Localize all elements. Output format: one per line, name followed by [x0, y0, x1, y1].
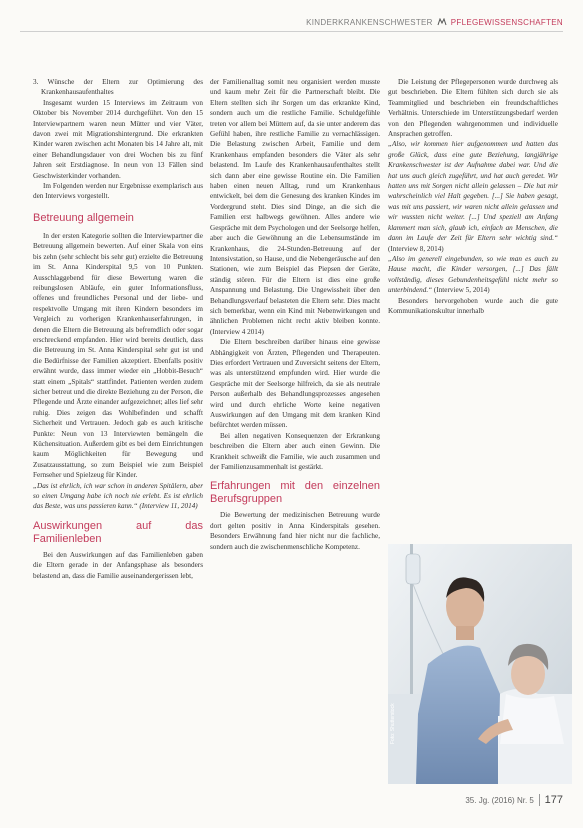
column-3	[388, 77, 558, 316]
quote-text: „Also, wir kommen hier aufgenommen und hatten das große Glück, dass eine gute Beziehung, langjährige Krankenschwester ist der Aufnahme dabei war. Und die hat uns auch gleich zugeführt, und hat auch geredet. Wir hatten uns mit Sorgen nicht allein gelassen – Die hat mir wahrscheinlich viel Halt gegeben. [...] Sie haben gesagt, was mit uns passiert, wir waren nicht allein gelassen und wir wussten nicht weiter. [...] Und speziell am Anfang klammert man sich, glaub ich, einfach an Menschen, die dann im Laufe der Zeit für Eltern sehr wichtig sind.“	[388, 140, 558, 243]
section-heading: Betreuung allgemein	[33, 211, 134, 224]
list-item: 3. Wünsche der Eltern zur Optimierung des Krankenhausaufenthaltes	[33, 78, 203, 97]
paragraph: Bei allen negativen Konsequenzen der Erkrankung beschreiben die Eltern aber auch einen Gewinn. Die Krankheit schweißt die Familie, wie auch zusammen und der Familienzusammenhalt ist gestärkt.	[210, 431, 380, 472]
paragraph: Insgesamt wurden 15 Interviews im Zeitraum von Oktober bis November 2014 durchgeführt. Von den 15 Interviewpartnern waren neun Mütter und vier Väter, davon zwei mit Migrationshintergrund. Die erkrankten Kinder waren zwischen acht Monaten bis 14 Jahre alt, mit einer Behandlungsdauer von drei Wochen bis zu fünf Jahren seit Erstdiagnose. In neun von 13 Fällen sind Geschwisterkinder vorhanden.	[33, 98, 203, 180]
section-name: PFLEGEWISSENSCHAFTEN	[450, 17, 563, 27]
header-divider	[20, 31, 563, 32]
paragraph: Besonders hervorgehoben wurde auch die gute Kommunikationskultur innerhalb	[388, 296, 558, 315]
quote	[388, 254, 558, 296]
quote-text: „Das ist ehrlich, ich war schon in anderen Spitälern, aber so einen Umgang habe ich noch nie erlebt. Es ist ehrlich das Beste, was uns passieren kann.“ (Interview 11, 2014)	[33, 481, 203, 511]
paragraph: In der ersten Kategorie sollten die Interviewpartner die Betreuung allgemein bewerten. Auf einer Skala von eins bis zehn (sehr schlecht bis sehr gut) erzielte die Betreuung im St. Anna Kinderspital 9,5 von 10 Punkten. Ausschlaggebend für diese Bewertung waren die reibungslosen Abläufe, ein guter Informationsfluss, offenes und freundliches Personal und der liebe- und respektvolle Umgang mit ihren Kindern besonders im Vergleich zu vorherigen Krankenhauserfahrungen, in denen die Eltern die Betreuung als befremdlich oder sogar erschreckend empfanden. Hier wird bereits deutlich, dass die Betreuung im St. Anna Kinderspital sehr gut ist und die Bedürfnisse der Familien akzeptiert. Ebenfalls positiv erwähnt wurde, dass immer wieder ein „Hobbit-Besuch“ statt einem „Spitals“ stattfindet. Patienten werden zudem sicher betreut und die direkte Beziehung zu der Person, die Pflegende und Ärzte einander aufgezeichnet; alles lief sehr ruhig. Dies zeigen das Wohlbefinden und schafft Sicherheit und Vertrauen. Jedoch gab es auch kritische Punkte: Neun von 13 Interviewten bemängeln die Küchensituation. Außerdem gibt es bei dem Einrichtungen kaum Möglichkeiten für Bewegung und Zusatzausstattung, so zum Beispiel wie zum Beispiel Fernseher und Spielzeug für Kinder.	[33, 231, 203, 480]
issue-info: 35. Jg. (2016) Nr. 5	[465, 795, 534, 805]
journal-name: KINDERKRANKENSCHWESTER	[306, 17, 433, 27]
article-photo	[388, 544, 572, 784]
hospital-scene-image	[388, 544, 572, 784]
quote-text: „Also im generell eingebunden, so wie man es auch zu Hause macht, die Kinder versorgen, [...] Das fällt vollständig, dieses Gebundenheitsgefühl nicht mehr so unterbindend.“	[388, 254, 558, 295]
page-number: 177	[544, 794, 563, 806]
footer-divider	[539, 794, 540, 806]
running-header	[300, 14, 563, 30]
quote-citation: (Interview 8, 2014)	[388, 244, 444, 253]
paragraph: Die Bewertung der medizinischen Betreuung wurde dort gelten positiv in Anna Kinderspitals gesehen. Besonders Erwähnung fand hier nicht nur die fachliche, sondern auch die zwischenmenschliche Kompetenz.	[210, 511, 380, 551]
page-footer	[465, 794, 563, 806]
paragraph: Bei den Auswirkungen auf das Familienleben gaben die Eltern gerade in der Anfangsphase als besonders belastend an, dass die Familie auseinandergerissen lebt,	[33, 550, 203, 580]
paragraph: Die Leistung der Pflegepersonen wurde durchweg als gut beschrieben. Die Eltern fühlten sich durch sie als Teammitglied und beschrieben ein freundschaftliches Verhältnis. Unterschiede im Unterstützungsbedarf werden von den Pflegenden wahrgenommen und individuelle Ansprachen getroffen.	[388, 78, 558, 139]
photo-credit: Foto: Shutterstock	[390, 703, 396, 744]
paragraph: Die Eltern beschreiben darüber hinaus eine gewisse Abhängigkeit von Ärzten, Pflegenden und Therapeuten. Dies erfordert Vertrauen und Zuversicht seitens der Eltern, was als unterstützend empfunden wird. Hier wurde die Gespräche mit der Seelsorge hilfreich, da sie als neutrale Person außerhalb des Behandlungsprozesses angesehen wird und durch ehrliche Worte keine negativen Auswirkungen auf den Umgang mit dem kranken Kind befürchtet werden müssen.	[210, 338, 380, 430]
quote	[388, 139, 558, 253]
section-heading: Erfahrungen mit den einzelnen Berufsgruppen	[210, 480, 380, 506]
quote	[33, 481, 203, 512]
paragraph: der Familienalltag somit neu organisiert werden musste und kaum mehr Zeit für die Partnerschaft bleibt. Die Eltern stellten sich ihr Sorgen um das erkrankte Kind, sondern auch um die restliche Familie. Schuldgefühle treten vor allem bei Müttern auf, da sie unter anderem das Gefühl haben, ihre restliche Familie zu vernachlässigen. Die Belastung zwischen Arbeit, Familie und dem Krankenhaus empfanden besonders die Väter als sehr belastend. Im Laufe des Krankenhausaufenthaltes stellt sich dann aber eine gewisse Routine ein. Die Familien haben einen neuen Alltag, rund um Krankenhaus entwickelt, bei dem die Genesung des kranken Kindes im Vordergrund steht. Dies sind Dinge, an die sich die Familien erst halbwegs gewöhnen. Alles andere wie Gespräche mit dem Psychologen und der Seelsorge helfen, aber auch die Gewöhnung an die Lebensumstände im Krankenhaus, die 24-Stunden-Betreuung auf der Intensivstation, so Hause, und die Nebengeräusche auf den Stationen, wie zum Beispiel das Piepsen der Geräte, ständig stören. Für die Eltern ist dies eine große Anspannung und Belastung. Die Ungewissheit über den Behandlungsverlauf belasteten die Eltern sehr. Dies macht sich bemerkbar, wenn ein Kind mit Nebenwirkungen und ähnlichen Problemen nicht recht aktiv bleiben konnte. (Interview 4 2014)	[210, 78, 380, 336]
quote-citation: (Interview 5, 2014)	[433, 286, 490, 295]
column-1	[33, 77, 203, 581]
paragraph: Im Folgenden werden nur Ergebnisse exemplarisch aus den Interviews vorgestellt.	[33, 182, 203, 201]
journal-logo-icon	[437, 18, 447, 26]
column-2	[210, 77, 380, 552]
section-heading: Auswirkungen auf das Familienleben	[33, 519, 203, 545]
